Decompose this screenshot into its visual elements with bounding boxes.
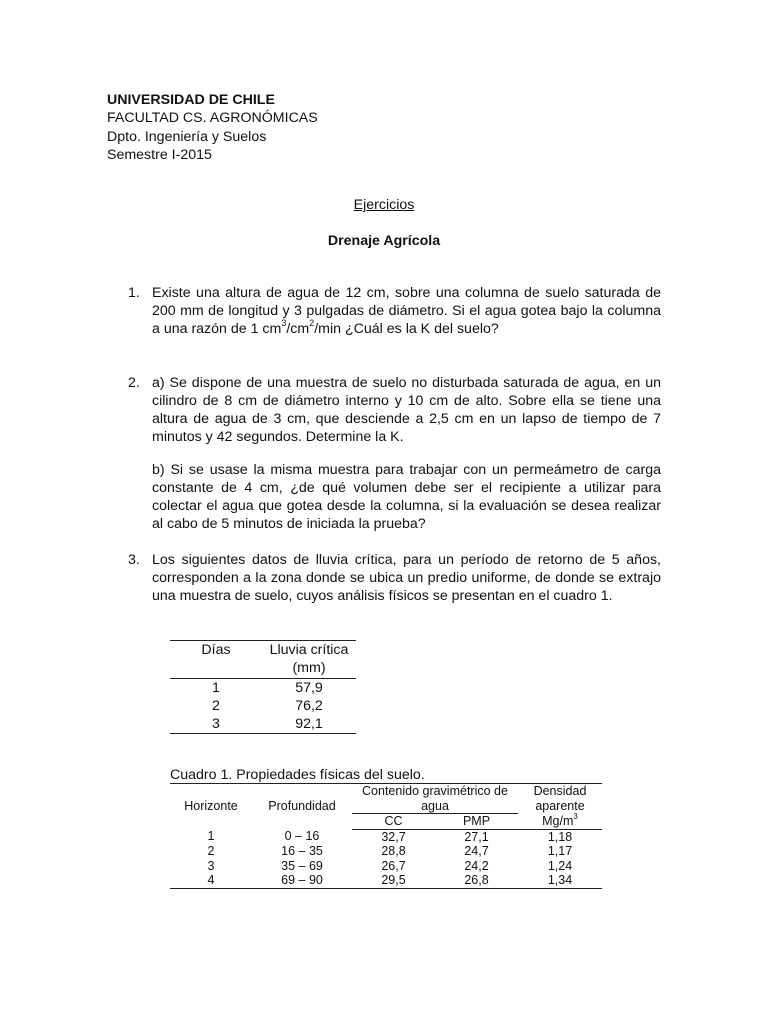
rainfall-day-cell: 1 xyxy=(212,679,220,696)
page-subheading: Drenaje Agrícola xyxy=(327,233,441,249)
table-row xyxy=(170,873,602,888)
rainfall-value-cell: 76,2 xyxy=(295,697,323,714)
heading-container xyxy=(0,196,768,214)
question-1-text-part: Existe una altura de agua de 12 cm, sobre una columna de suelo saturada de 200 mm de longitud y 3 pulgadas de diámetro. Si el agua gotea bajo la columna a una razón de 1 cm xyxy=(152,285,661,337)
soil-header-contenido-1: Contenido gravimétrico de xyxy=(362,784,508,798)
soil-profundidad-cell: 16 – 35 xyxy=(281,844,323,858)
rainfall-header-days: Días xyxy=(170,641,262,660)
faculty-name: FACULTAD CS. AGRONÓMICAS xyxy=(107,110,318,127)
rainfall-table xyxy=(170,640,356,734)
soil-header-densidad-unit xyxy=(518,811,602,830)
soil-densidad-cell: 1,18 xyxy=(547,829,573,844)
soil-table-caption: Cuadro 1. Propiedades físicas del suelo. xyxy=(170,767,425,783)
rainfall-header-empty xyxy=(170,659,262,678)
page-heading: Ejercicios xyxy=(353,197,415,213)
table-row xyxy=(170,844,602,859)
question-1-exponent: 3 xyxy=(281,318,287,329)
question-1-text-part: /cm xyxy=(286,321,310,337)
soil-densidad-cell: 1,24 xyxy=(547,858,573,873)
question-1-text-part: /min ¿Cuál es la K del suelo? xyxy=(314,321,499,337)
soil-pmp-cell: 27,1 xyxy=(464,829,489,844)
table-row xyxy=(170,678,356,697)
soil-header-contenido-2: agua xyxy=(352,799,518,814)
soil-header-profundidad: Profundidad xyxy=(268,799,336,814)
soil-profundidad-cell: 69 – 90 xyxy=(281,873,323,887)
rainfall-day-cell: 3 xyxy=(170,715,262,734)
question-3-number: 3. xyxy=(128,552,140,568)
soil-cc-cell: 32,7 xyxy=(381,829,406,844)
question-3-text: Los siguientes datos de lluvia crítica, para un período de retorno de 5 años, corresponden a la zona donde se ubica un predio uniforme, de donde se extrajo una muestra de suelo, cuyos análisis físicos se presentan en el cuadro 1. xyxy=(152,552,661,604)
semester-label: Semestre I-2015 xyxy=(107,146,212,163)
soil-header-pmp: PMP xyxy=(435,814,518,830)
soil-pmp-cell: 24,7 xyxy=(464,844,489,858)
soil-horizonte-cell: 2 xyxy=(207,844,215,858)
soil-pmp-cell: 24,2 xyxy=(464,858,489,873)
university-name: UNIVERSIDAD DE CHILE xyxy=(107,92,275,108)
soil-horizonte-cell: 4 xyxy=(207,873,215,887)
rainfall-value-cell: 57,9 xyxy=(295,679,323,696)
soil-densidad-cell: 1,17 xyxy=(547,844,573,858)
question-1-exponent: 2 xyxy=(309,318,315,329)
soil-cc-cell: 28,8 xyxy=(381,844,406,858)
question-2-number: 2. xyxy=(128,375,140,391)
question-1-number: 1. xyxy=(128,285,140,301)
letterhead xyxy=(107,91,318,164)
soil-properties-table xyxy=(170,783,602,889)
rainfall-value-cell: 92,1 xyxy=(262,715,356,734)
soil-header-horizonte: Horizonte xyxy=(184,799,238,814)
table-row xyxy=(170,859,602,874)
soil-cc-cell: 29,5 xyxy=(381,873,406,887)
soil-profundidad-cell: 0 – 16 xyxy=(284,829,320,844)
soil-header-densidad-1: Densidad xyxy=(533,784,587,798)
question-1-text xyxy=(152,284,661,338)
soil-pmp-cell: 26,8 xyxy=(464,873,489,887)
question-2a-text: a) Se dispone de una muestra de suelo no disturbada saturada de agua, en un cilindro de 8 cm de diámetro interno y 10 cm de alto. Sobre ella se tiene una altura de agua de 3 cm, que desciende a 2,5 cm en un lapso de tiempo de 7 minutos y 42 segundos. Determine la K. xyxy=(152,375,661,445)
rainfall-header-rain: Lluvia crítica xyxy=(262,641,356,660)
soil-header-cc: CC xyxy=(352,814,435,830)
rainfall-day-cell: 2 xyxy=(212,697,220,714)
rainfall-header-unit: (mm) xyxy=(262,659,356,678)
table-row xyxy=(170,829,602,844)
department-name: Dpto. Ingeniería y Suelos xyxy=(107,128,267,145)
table-row xyxy=(170,697,356,715)
soil-cc-cell: 26,7 xyxy=(381,858,406,873)
soil-header-densidad-3: Mg/m xyxy=(542,813,574,828)
soil-horizonte-cell: 3 xyxy=(207,858,215,873)
question-2b-text: b) Si se usase la misma muestra para trabajar con un permeámetro de carga constante de 4 cm, ¿de qué volumen debe ser el recipiente a utilizar para colectar el agua que gotea desde la columna, si la evaluación se desea realizar al cabo de 5 minutos de iniciada la prueba? xyxy=(152,462,661,532)
soil-header-densidad-exponent: 3 xyxy=(573,811,578,821)
soil-horizonte-cell: 1 xyxy=(207,829,215,844)
soil-header-densidad-2: aparente xyxy=(535,798,585,813)
soil-densidad-cell: 1,34 xyxy=(547,873,573,887)
soil-profundidad-cell: 35 – 69 xyxy=(281,858,323,873)
table-row xyxy=(170,715,356,734)
